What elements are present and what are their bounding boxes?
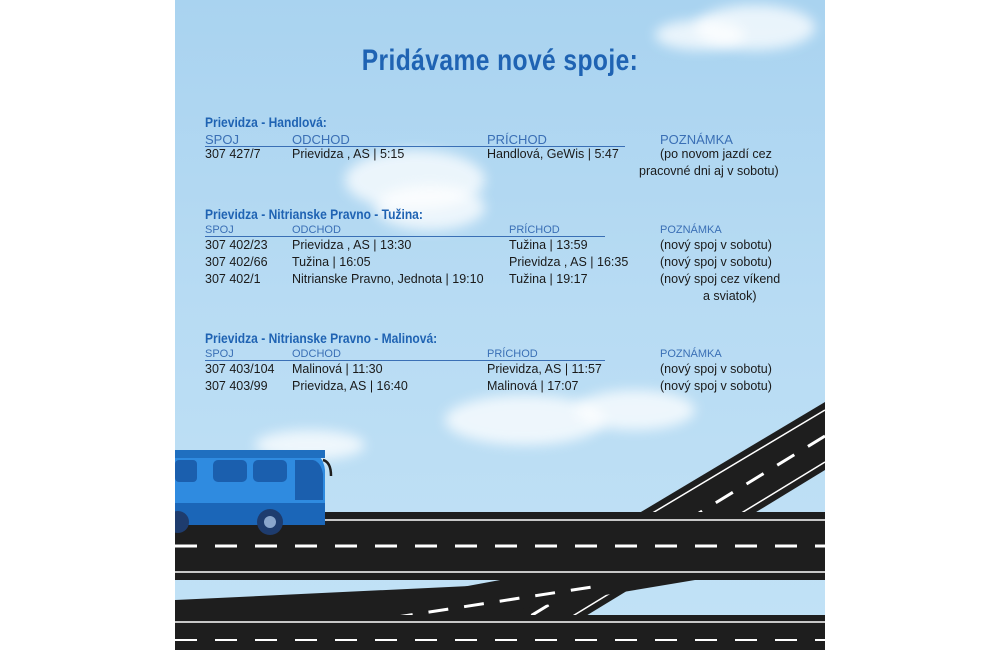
header-underline (205, 360, 605, 361)
poznamka-cell: (nový spoj v sobotu) (660, 379, 772, 393)
poster (175, 0, 825, 650)
spoj-cell: 307 427/7 (205, 147, 261, 161)
route-title: Prievidza - Handlová: (205, 114, 327, 130)
col-odchod-header: ODCHOD (292, 224, 341, 236)
poznamka-cell-line2: a sviatok) (703, 289, 757, 303)
spoj-cell: 307 402/23 (205, 238, 268, 252)
prichod-cell: Tužina | 19:17 (509, 272, 588, 286)
col-spoj-header: SPOJ (205, 224, 234, 236)
prichod-cell: Prievidza, AS | 11:57 (487, 362, 602, 376)
route-section (205, 114, 805, 181)
poznamka-cell: (po novom jazdí cez (660, 147, 772, 161)
poster-title: Pridávame nové spoje: (361, 44, 639, 77)
prichod-cell: Malinová | 17:07 (487, 379, 579, 393)
poznamka-cell-line2: pracovné dni aj v sobotu) (639, 164, 779, 178)
col-odchod-header: ODCHOD (292, 348, 341, 360)
odchod-cell: Prievidza , AS | 5:15 (292, 147, 405, 161)
header-underline (205, 236, 605, 237)
road-bottom (175, 615, 825, 650)
road-illustration (175, 0, 825, 650)
col-prichod-header: PRÍCHOD (487, 132, 547, 147)
col-poznamka-header: POZNÁMKA (660, 348, 722, 360)
table-header (205, 224, 805, 238)
table-row (205, 362, 805, 379)
col-prichod-header: PRÍCHOD (487, 348, 538, 360)
col-spoj-header: SPOJ (205, 348, 234, 360)
bus (175, 450, 331, 535)
odchod-cell: Malinová | 11:30 (292, 362, 383, 376)
prichod-cell: Tužina | 13:59 (509, 238, 588, 252)
table-row (205, 379, 805, 396)
odchod-cell: Prievidza , AS | 13:30 (292, 238, 412, 252)
col-poznamka-header: POZNÁMKA (660, 224, 722, 236)
odchod-cell: Nitrianske Pravno, Jednota | 19:10 (292, 272, 484, 286)
spoj-cell: 307 402/1 (205, 272, 261, 286)
prichod-cell: Prievidza , AS | 16:35 (509, 255, 629, 269)
poznamka-cell: (nový spoj v sobotu) (660, 238, 772, 252)
table-row (205, 272, 805, 289)
route-title: Prievidza - Nitrianske Pravno - Malinová: (205, 330, 438, 346)
poznamka-cell: (nový spoj v sobotu) (660, 255, 772, 269)
odchod-cell: Tužina | 16:05 (292, 255, 371, 269)
table-header (205, 348, 805, 362)
table-row (205, 147, 805, 164)
table-header (205, 132, 805, 147)
poznamka-cell: (nový spoj v sobotu) (660, 362, 772, 376)
table-row (205, 238, 805, 255)
spoj-cell: 307 402/66 (205, 255, 268, 269)
col-prichod-header: PRÍCHOD (509, 224, 560, 236)
col-spoj-header: SPOJ (205, 132, 239, 147)
col-poznamka-header: POZNÁMKA (660, 132, 733, 147)
col-odchod-header: ODCHOD (292, 132, 350, 147)
odchod-cell: Prievidza, AS | 16:40 (292, 379, 408, 393)
spoj-cell: 307 403/104 (205, 362, 275, 376)
poznamka-cell: (nový spoj cez víkend (660, 272, 781, 286)
table-row (205, 255, 805, 272)
table-row-continuation (205, 164, 805, 181)
prichod-cell: Handlová, GeWis | 5:47 (487, 147, 619, 161)
spoj-cell: 307 403/99 (205, 379, 268, 393)
route-section (205, 206, 805, 306)
route-title: Prievidza - Nitrianske Pravno - Tužina: (205, 206, 423, 222)
table-row-continuation (205, 289, 805, 306)
route-section (205, 330, 805, 396)
